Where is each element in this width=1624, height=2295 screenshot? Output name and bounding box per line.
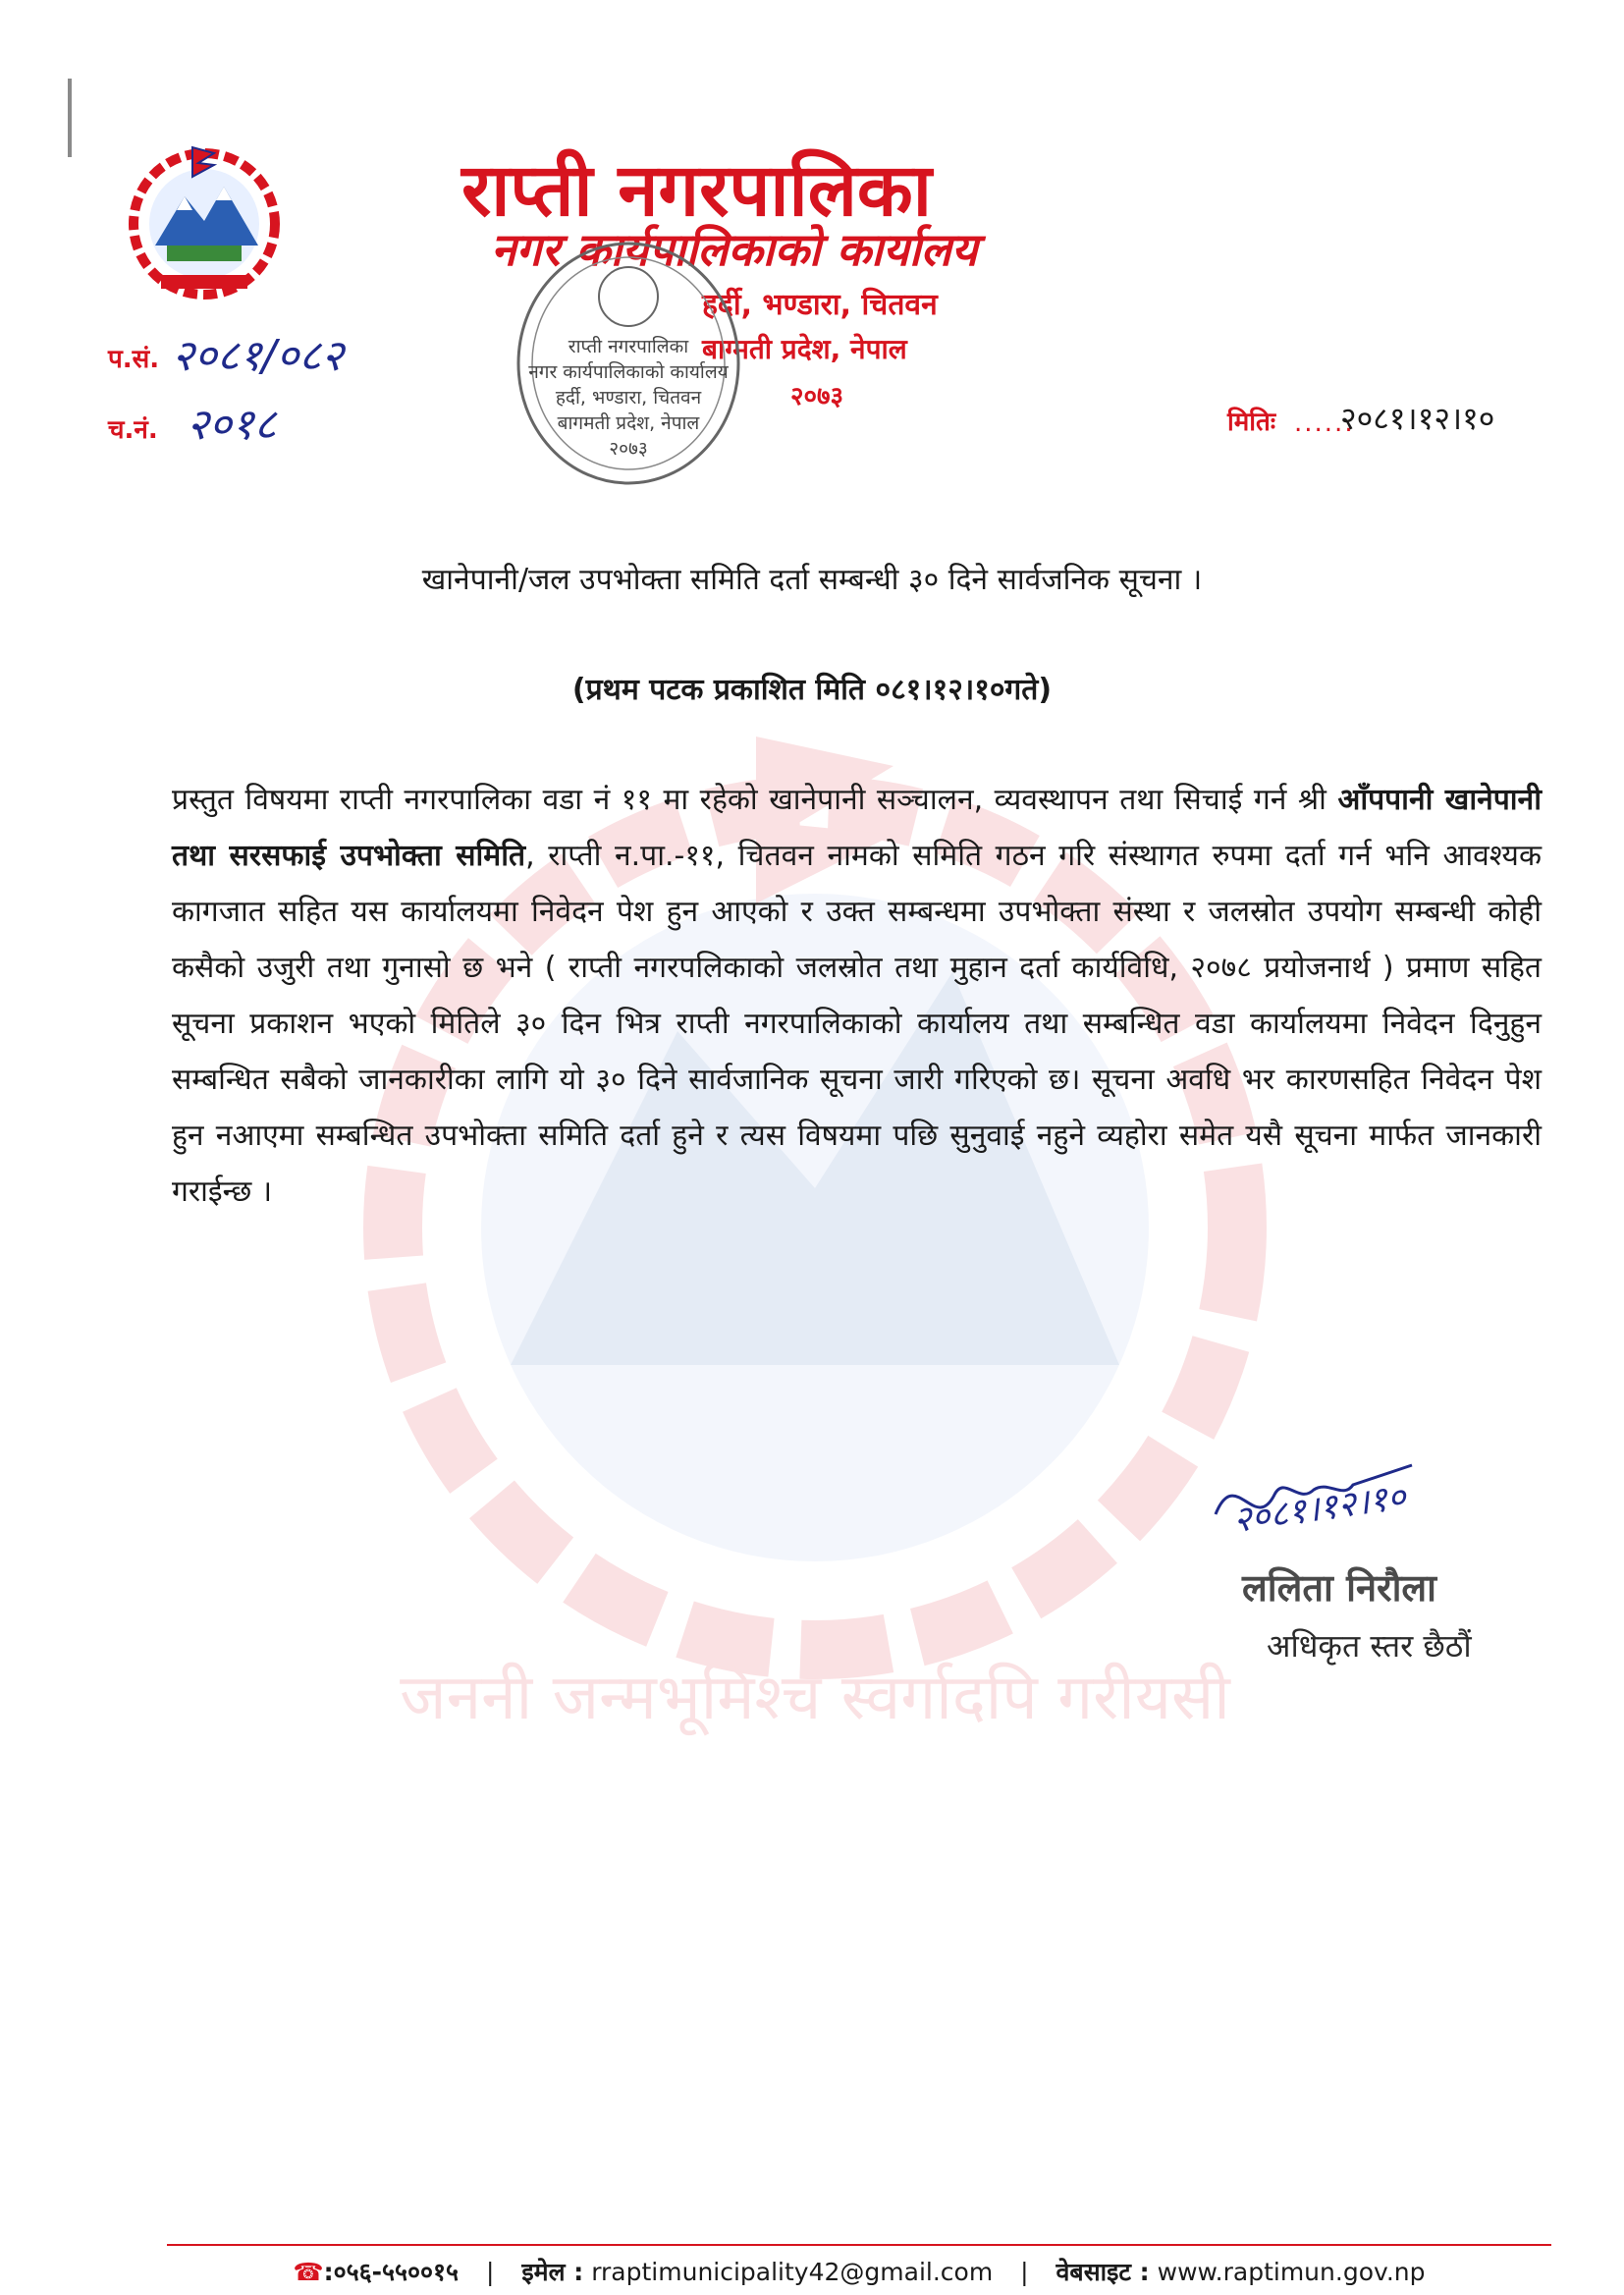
org-name: राप्ती नगरपालिका xyxy=(461,148,932,233)
staple-mark xyxy=(67,79,73,157)
stamp-line: राप्ती नगरपालिका xyxy=(568,336,689,357)
committee-name: आँपपानी खानेपानी तथा सरसफाई उपभोक्ता समिति xyxy=(172,783,1542,873)
nepal-emblem-icon xyxy=(116,137,293,304)
office-stamp xyxy=(511,236,746,491)
signature-date: २०८१।१२।१० xyxy=(1230,1476,1409,1542)
footer xyxy=(167,2255,1551,2288)
officer-designation: अधिकृत स्तर छैठौं xyxy=(1267,1627,1472,1665)
footer-divider xyxy=(167,2244,1551,2246)
ref-no-value: २०८१/०८२ xyxy=(172,331,344,381)
established-year: २०७३ xyxy=(790,382,844,411)
phone-icon: ☎ xyxy=(293,2258,324,2286)
footer-phone: :०५६-५५००१५ xyxy=(323,2258,459,2286)
footer-email-label: इमेल : xyxy=(521,2258,584,2286)
footer-email[interactable]: rraptimunicipality42@gmail.com xyxy=(591,2258,994,2286)
watermark-motto: जननी जन्मभूमिश्च स्वर्गादपि गरीयसी xyxy=(400,1662,1230,1734)
org-office: नगर कार्यपालिकाको कार्यालय xyxy=(491,223,978,276)
notice-title: खानेपानी/जल उपभोक्ता समिति दर्ता सम्बन्धी ३० दिने सार्वजनिक सूचना । xyxy=(421,563,1203,597)
body-part-1: प्रस्तुत विषयमा राप्ती नगरपालिका वडा नं ११ मा रहेको खानेपानी सञ्चालन, व्यवस्थापन तथा सिचाई गर्न श्री xyxy=(172,783,1338,817)
footer-website[interactable]: www.raptimun.gov.np xyxy=(1157,2258,1426,2286)
stamp-line: हर्दी, भण्डारा, चितवन xyxy=(555,387,702,409)
footer-separator: | xyxy=(485,2258,495,2286)
date-dots: ...... xyxy=(1294,409,1355,438)
notice-body xyxy=(172,772,1542,1220)
ref-no-label: प.सं. xyxy=(108,345,160,374)
dispatch-no-value: २०१८ xyxy=(187,400,277,450)
footer-website-label: वेबसाइट : xyxy=(1056,2258,1150,2286)
stamp-line: बागमती प्रदेश, नेपाल xyxy=(557,412,700,434)
date-label: मितिः xyxy=(1227,408,1276,437)
body-part-2: , राप्ती न.पा.-११, चितवन नामको समिति गठन गरि संस्थागत रुपमा दर्ता गर्न भनि आवश्यक कागजात सहित यस कार्यालयमा निवेदन पेश हुन आएको र उक्त सम्बन्धमा उपभोक्ता संस्था र जलस्रोत उपयोग सम्बन्धी कोही कसैको उजुरी तथा गुनासो छ भने ( राप्ती नगरपलिकाको जलस्रोत तथा मुहान दर्ता कार्यविधि, २०७८ प्रयोजनार्थ ) प्रमाण सहित सूचना प्रकाशन भएको मितिले ३० दिन भित्र राप्ती नगरपालिकाको कार्यालय तथा सम्बन्धित वडा कार्यालयमा निवेदन दिनुहुन सम्बन्धित सबैको जानकारीका लागि यो ३० दिने सार्वजानिक सूचना जारी गरिएको छ। सूचना अवधि भर कारणसहित निवेदन पेश हुन नआएमा सम्बन्धित उपभोक्ता समिति दर्ता हुने र त्यस विषयमा पछि सुनुवाई नहुने व्यहोरा समेत यसै सूचना मार्फत जानकारी गराईन्छ । xyxy=(172,839,1543,1209)
first-published-date: (प्रथम पटक प्रकाशित मिति ०८१।१२।१०गते) xyxy=(571,673,1053,707)
address-line2: बाग्मती प्रदेश, नेपाल xyxy=(702,333,907,365)
officer-name: ललिता निरौला xyxy=(1242,1566,1437,1610)
dispatch-no-label: च.नं. xyxy=(108,415,158,445)
footer-separator: | xyxy=(1020,2258,1029,2286)
stamp-line: नगर कार्यपालिकाको कार्यालय xyxy=(528,361,729,383)
stamp-line: २०७३ xyxy=(609,438,648,460)
address-line1: हर्दी, भण्डारा, चितवन xyxy=(702,288,938,322)
date-value: २०८१।१२।१० xyxy=(1340,400,1495,437)
